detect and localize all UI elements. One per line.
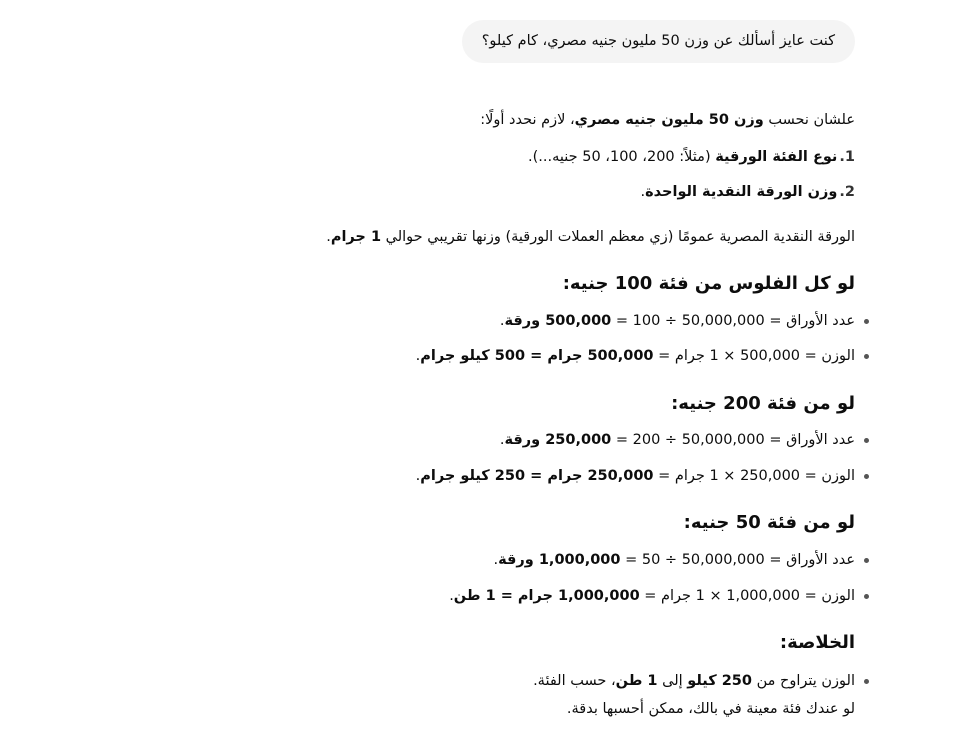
summary-heading: الخلاصة: <box>779 632 855 653</box>
weight-bold: 500,000 جرام = 500 كيلو جرام <box>420 348 654 364</box>
section-heading: لو من فئة 200 جنيه: <box>671 393 855 414</box>
weight-post: . <box>415 468 421 484</box>
note-paragraph <box>255 226 855 248</box>
list-item <box>255 310 855 332</box>
summary-bold-min: 250 كيلو <box>687 673 752 689</box>
step-rest: . <box>640 184 646 200</box>
list-item <box>255 549 855 571</box>
user-message-text: كنت عايز أسألك عن وزن 50 مليون جنيه مصري، كام كيلو؟ <box>481 33 835 49</box>
step-item <box>255 146 855 168</box>
summary-pre: الوزن يتراوح من <box>751 673 855 689</box>
list-item <box>255 670 855 692</box>
bullet-icon <box>864 474 869 479</box>
count-post: . <box>493 552 499 568</box>
weight-post: . <box>415 348 421 364</box>
weight-post: . <box>449 588 454 604</box>
count-pre: عدد الأوراق = 50,000,000 ÷ 50 = <box>620 552 855 568</box>
count-bold: 500,000 ورقة <box>504 313 612 329</box>
step-item <box>255 181 855 203</box>
summary-bold-max: 1 طن <box>615 673 658 689</box>
assistant-response <box>255 0 855 738</box>
list-item <box>255 465 855 487</box>
note-post: . <box>326 229 331 245</box>
note-pre: الورقة النقدية المصرية عمومًا (زي معظم العملات الورقية) وزنها تقريبي حوالي <box>381 229 855 245</box>
step-bold: وزن الورقة النقدية الواحدة <box>645 184 838 200</box>
intro-pre: علشان نحسب <box>763 112 855 128</box>
intro-bold: وزن 50 مليون جنيه مصري <box>574 112 764 128</box>
count-bold: 1,000,000 ورقة <box>498 552 621 568</box>
summary-mid: إلى <box>657 673 688 689</box>
list-item <box>255 429 855 451</box>
bullet-icon <box>864 558 869 563</box>
weight-pre: الوزن = 1,000,000 × 1 جرام = <box>639 588 855 604</box>
bullet-icon <box>864 438 869 443</box>
note-bold: 1 جرام <box>330 229 382 245</box>
step-number: 1. <box>839 149 855 165</box>
weight-pre: الوزن = 250,000 × 1 جرام = <box>653 468 855 484</box>
step-number: 2. <box>839 184 855 200</box>
section-heading: لو من فئة 50 جنيه: <box>683 512 855 533</box>
intro-paragraph <box>255 109 855 131</box>
bullet-icon <box>864 319 869 324</box>
section-heading: لو كل الفلوس من فئة 100 جنيه: <box>562 273 855 294</box>
intro-post: ، لازم نحدد أولًا: <box>480 112 575 128</box>
closing-paragraph: لو عندك فئة معينة في بالك، ممكن أحسبها بدقة. <box>566 701 855 717</box>
weight-bold: 250,000 جرام = 250 كيلو جرام <box>420 468 654 484</box>
step-rest: (مثلاً: 200، 100، 50 جنيه...). <box>528 149 716 165</box>
list-item <box>255 345 855 367</box>
count-pre: عدد الأوراق = 50,000,000 ÷ 200 = <box>611 432 855 448</box>
bullet-icon <box>864 679 869 684</box>
count-pre: عدد الأوراق = 50,000,000 ÷ 100 = <box>611 313 855 329</box>
weight-pre: الوزن = 500,000 × 1 جرام = <box>653 348 855 364</box>
count-bold: 250,000 ورقة <box>504 432 612 448</box>
weight-bold: 1,000,000 جرام = 1 طن <box>453 588 640 604</box>
step-bold: نوع الفئة الورقية <box>715 149 838 165</box>
summary-post: ، حسب الفئة. <box>533 673 616 689</box>
bullet-icon <box>864 594 869 599</box>
bullet-icon <box>864 354 869 359</box>
list-item <box>255 585 855 607</box>
count-post: . <box>499 313 505 329</box>
count-post: . <box>499 432 505 448</box>
